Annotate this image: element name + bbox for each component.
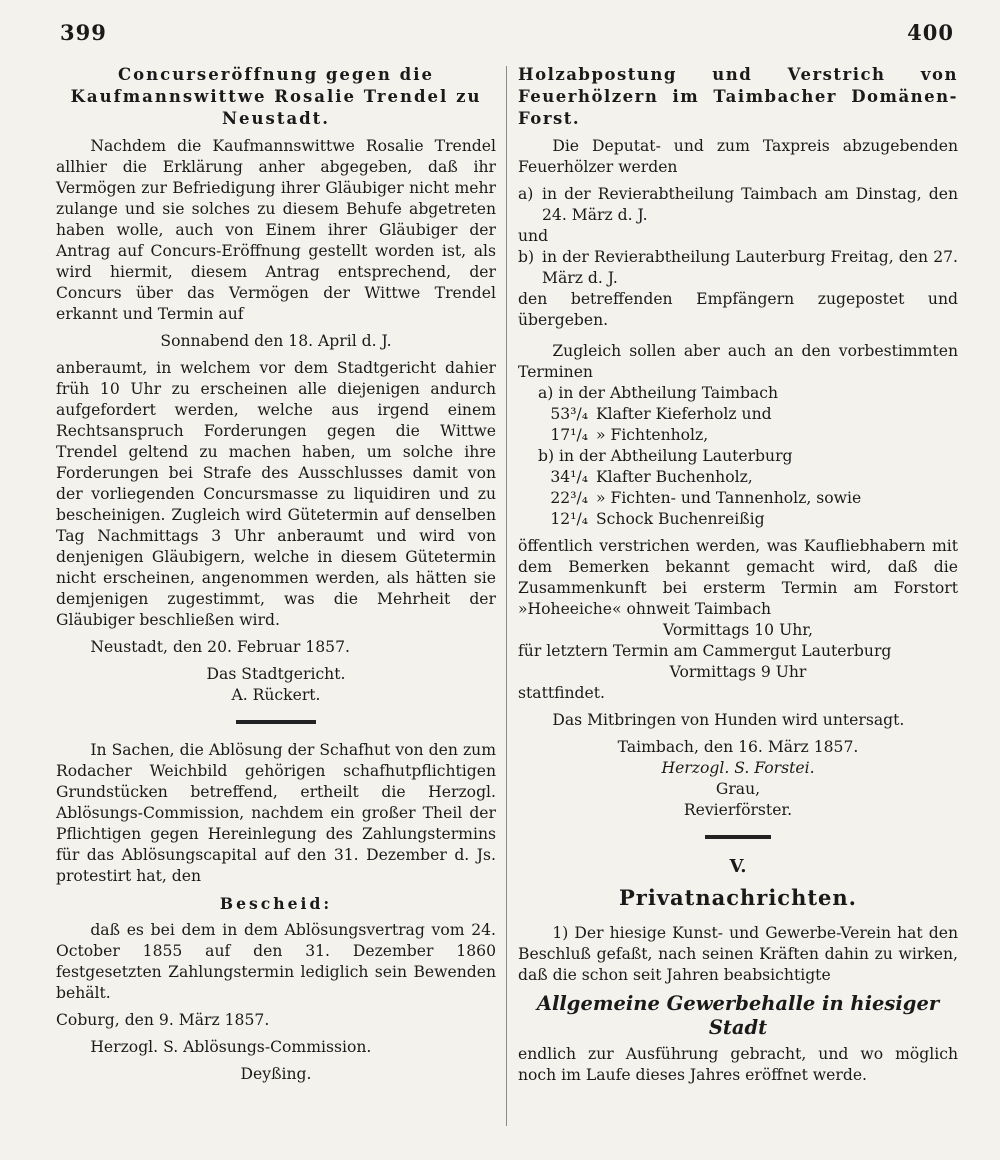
- quantity: 17¹/₄: [550, 426, 588, 444]
- list-text: in der Revierabtheilung Lauterburg Freitag, den 27. März d. J.: [542, 248, 958, 287]
- notice-body-continued: anberaumt, in welchem vor dem Stadtgericht dahier früh 10 Uhr zu erscheinen alle diejenigen andurch aufgefordert werden, welche aus irgend einem Rechtsanspruch Forderungen gegen die Wittwe Trendel geltend zu machen haben, um solche ihre Forderungen bei Strafe des Ausschlusses damit von der vorliegenden Concursmasse zu liquidiren und zu bescheinigen. Zugleich wird Gütetermin auf denselben Tag Nachmittags 3 Uhr anberaumt und wird von denjenigen Gläubigern, welche in diesem Gütetermin nicht erscheinen, angenommen werden, als hätten sie demjenigen zugestimmt, was die Mehrheit der Gläubiger beschließen wird.: [56, 359, 496, 629]
- signer-title: Revierförster.: [683, 801, 793, 819]
- notice-text: Das Mitbringen von Hunden wird untersagt.: [552, 711, 905, 729]
- section-numeral: V.: [729, 856, 747, 877]
- quantity: 12¹/₄: [550, 510, 588, 528]
- notice-text: endlich zur Ausführung gebracht, und wo möglich noch im Laufe dieses Jahres eröffnet werde.: [518, 1045, 958, 1084]
- notice-place-date: Neustadt, den 20. Februar 1857.: [90, 638, 350, 656]
- abloesung-notice: [56, 740, 496, 1085]
- time-line: Vormittags 10 Uhr,: [663, 621, 813, 639]
- page-number-left: 399: [60, 20, 107, 45]
- section-separator: [705, 835, 771, 839]
- quantity: 22³/₄: [550, 489, 588, 507]
- notice-authority: Herzogl. S. Forstei.: [661, 759, 815, 777]
- quantity: 53³/₄: [550, 405, 588, 423]
- notice-body: Nachdem die Kaufmannswittwe Rosalie Trendel allhier die Erklärung anher abgegeben, daß ihr Vermögen zur Befriedigung ihrer Gläubiger nicht mehr zulange und sie solches zu diesem Behufe abgetreten haben wolle, auch von Einem ihrer Gläubiger der Antrag auf Concurs-Eröffnung gestellt worden ist, als wird hiermit, diesem Antrag entsprechend, der Concurs über das Vermögen der Wittwe Trendel erkannt und Termin auf: [56, 137, 496, 323]
- decision-heading: Bescheid:: [219, 894, 333, 913]
- section-a-label: a) in der Abtheilung Taimbach: [538, 384, 779, 402]
- list-item: [518, 488, 958, 509]
- list-marker: a): [518, 185, 534, 203]
- section-separator: [236, 720, 316, 724]
- section-b-label: b) in der Abtheilung Lauterburg: [538, 447, 793, 465]
- notice-signer: Deyßing.: [240, 1065, 312, 1083]
- wood-type: » Fichten- und Tannenholz, sowie: [596, 489, 862, 507]
- concurs-notice: [56, 64, 496, 706]
- list-item: [518, 404, 958, 425]
- notice-text: 1) Der hiesige Kunst- und Gewerbe-Verein hat den Beschluß gefaßt, nach seinen Kräften dahin zu wirken, daß die schon seit Jahren beabsichtigte: [518, 924, 958, 984]
- notice-text: für letztern Termin am Cammergut Lauterburg: [518, 642, 892, 660]
- notice-intro: Die Deputat- und zum Taxpreis abzugebenden Feuerhölzer werden: [518, 137, 958, 176]
- left-column: [56, 64, 496, 1085]
- notice-title: Holzabpostung und Verstrich von Feuerhölzern im Taimbacher Domänen-Forst.: [518, 65, 958, 128]
- wood-type: Klafter Buchenholz,: [596, 468, 753, 486]
- wood-type: » Fichtenholz,: [596, 426, 709, 444]
- featured-title: Allgemeine Gewerbehalle in hiesiger Stadt: [536, 992, 940, 1039]
- list-item: [518, 509, 958, 530]
- notice-body: In Sachen, die Ablösung der Schafhut von den zum Rodacher Weichbild gehörigen schafhutpflichtigen Grundstücken betreffend, ertheilt die Herzogl. Ablösungs-Commission, nachdem ein großer Theil der Pflichtigen gegen Hereinlegung des Zahlungstermins für das Ablösungscapital auf den 31. Dezember d. Js. protestirt hat, den: [56, 741, 496, 885]
- column-divider: [506, 66, 507, 1126]
- list-item: [518, 425, 958, 446]
- notice-place-date: Taimbach, den 16. März 1857.: [617, 738, 859, 756]
- notice-signer: Grau,: [715, 780, 761, 798]
- list-item: [518, 184, 958, 226]
- notice-signer: A. Rückert.: [231, 686, 321, 704]
- quantity: 34¹/₄: [550, 468, 588, 486]
- time-line: Vormittags 9 Uhr: [669, 663, 807, 681]
- wood-type: Schock Buchenreißig: [596, 510, 765, 528]
- conjunction: und: [518, 227, 549, 245]
- holz-notice: [518, 64, 958, 821]
- wood-type: Klafter Kieferholz und: [596, 405, 772, 423]
- notice-text: den betreffenden Empfängern zugepostet und übergeben.: [518, 290, 958, 329]
- notice-authority: Herzogl. S. Ablösungs-Commission.: [90, 1038, 372, 1056]
- notice-date-line: Sonnabend den 18. April d. J.: [160, 332, 392, 350]
- notice-text: öffentlich verstrichen werden, was Kaufliebhabern mit dem Bemerken bekannt gemacht wird, daß die Zusammenkunft bei ersterm Termin am Forstort »Hoheeiche« ohnweit Taimbach: [518, 537, 958, 618]
- notice-text: stattfindet.: [518, 684, 605, 702]
- notice-text: Zugleich sollen aber auch an den vorbestimmten Terminen: [518, 342, 958, 381]
- page-number-right: 400: [907, 20, 954, 45]
- list-text: in der Revierabtheilung Taimbach am Dinstag, den 24. März d. J.: [542, 185, 958, 224]
- notice-title: Concurseröffnung gegen die Kaufmannswittwe Rosalie Trendel zu Neustadt.: [70, 65, 482, 128]
- list-item: [518, 247, 958, 289]
- list-marker: b): [518, 248, 535, 266]
- right-column: [518, 64, 958, 1086]
- private-news-section: [518, 855, 958, 1086]
- section-heading: Privatnachrichten.: [618, 885, 857, 910]
- notice-place-date: Coburg, den 9. März 1857.: [56, 1011, 270, 1029]
- decision-text: daß es bei dem in dem Ablösungsvertrag vom 24. October 1855 auf den 31. Dezember 1860 festgesetzten Zahlungstermin lediglich sein Bewenden behält.: [56, 921, 496, 1002]
- notice-authority: Das Stadtgericht.: [206, 665, 346, 683]
- list-item: [518, 467, 958, 488]
